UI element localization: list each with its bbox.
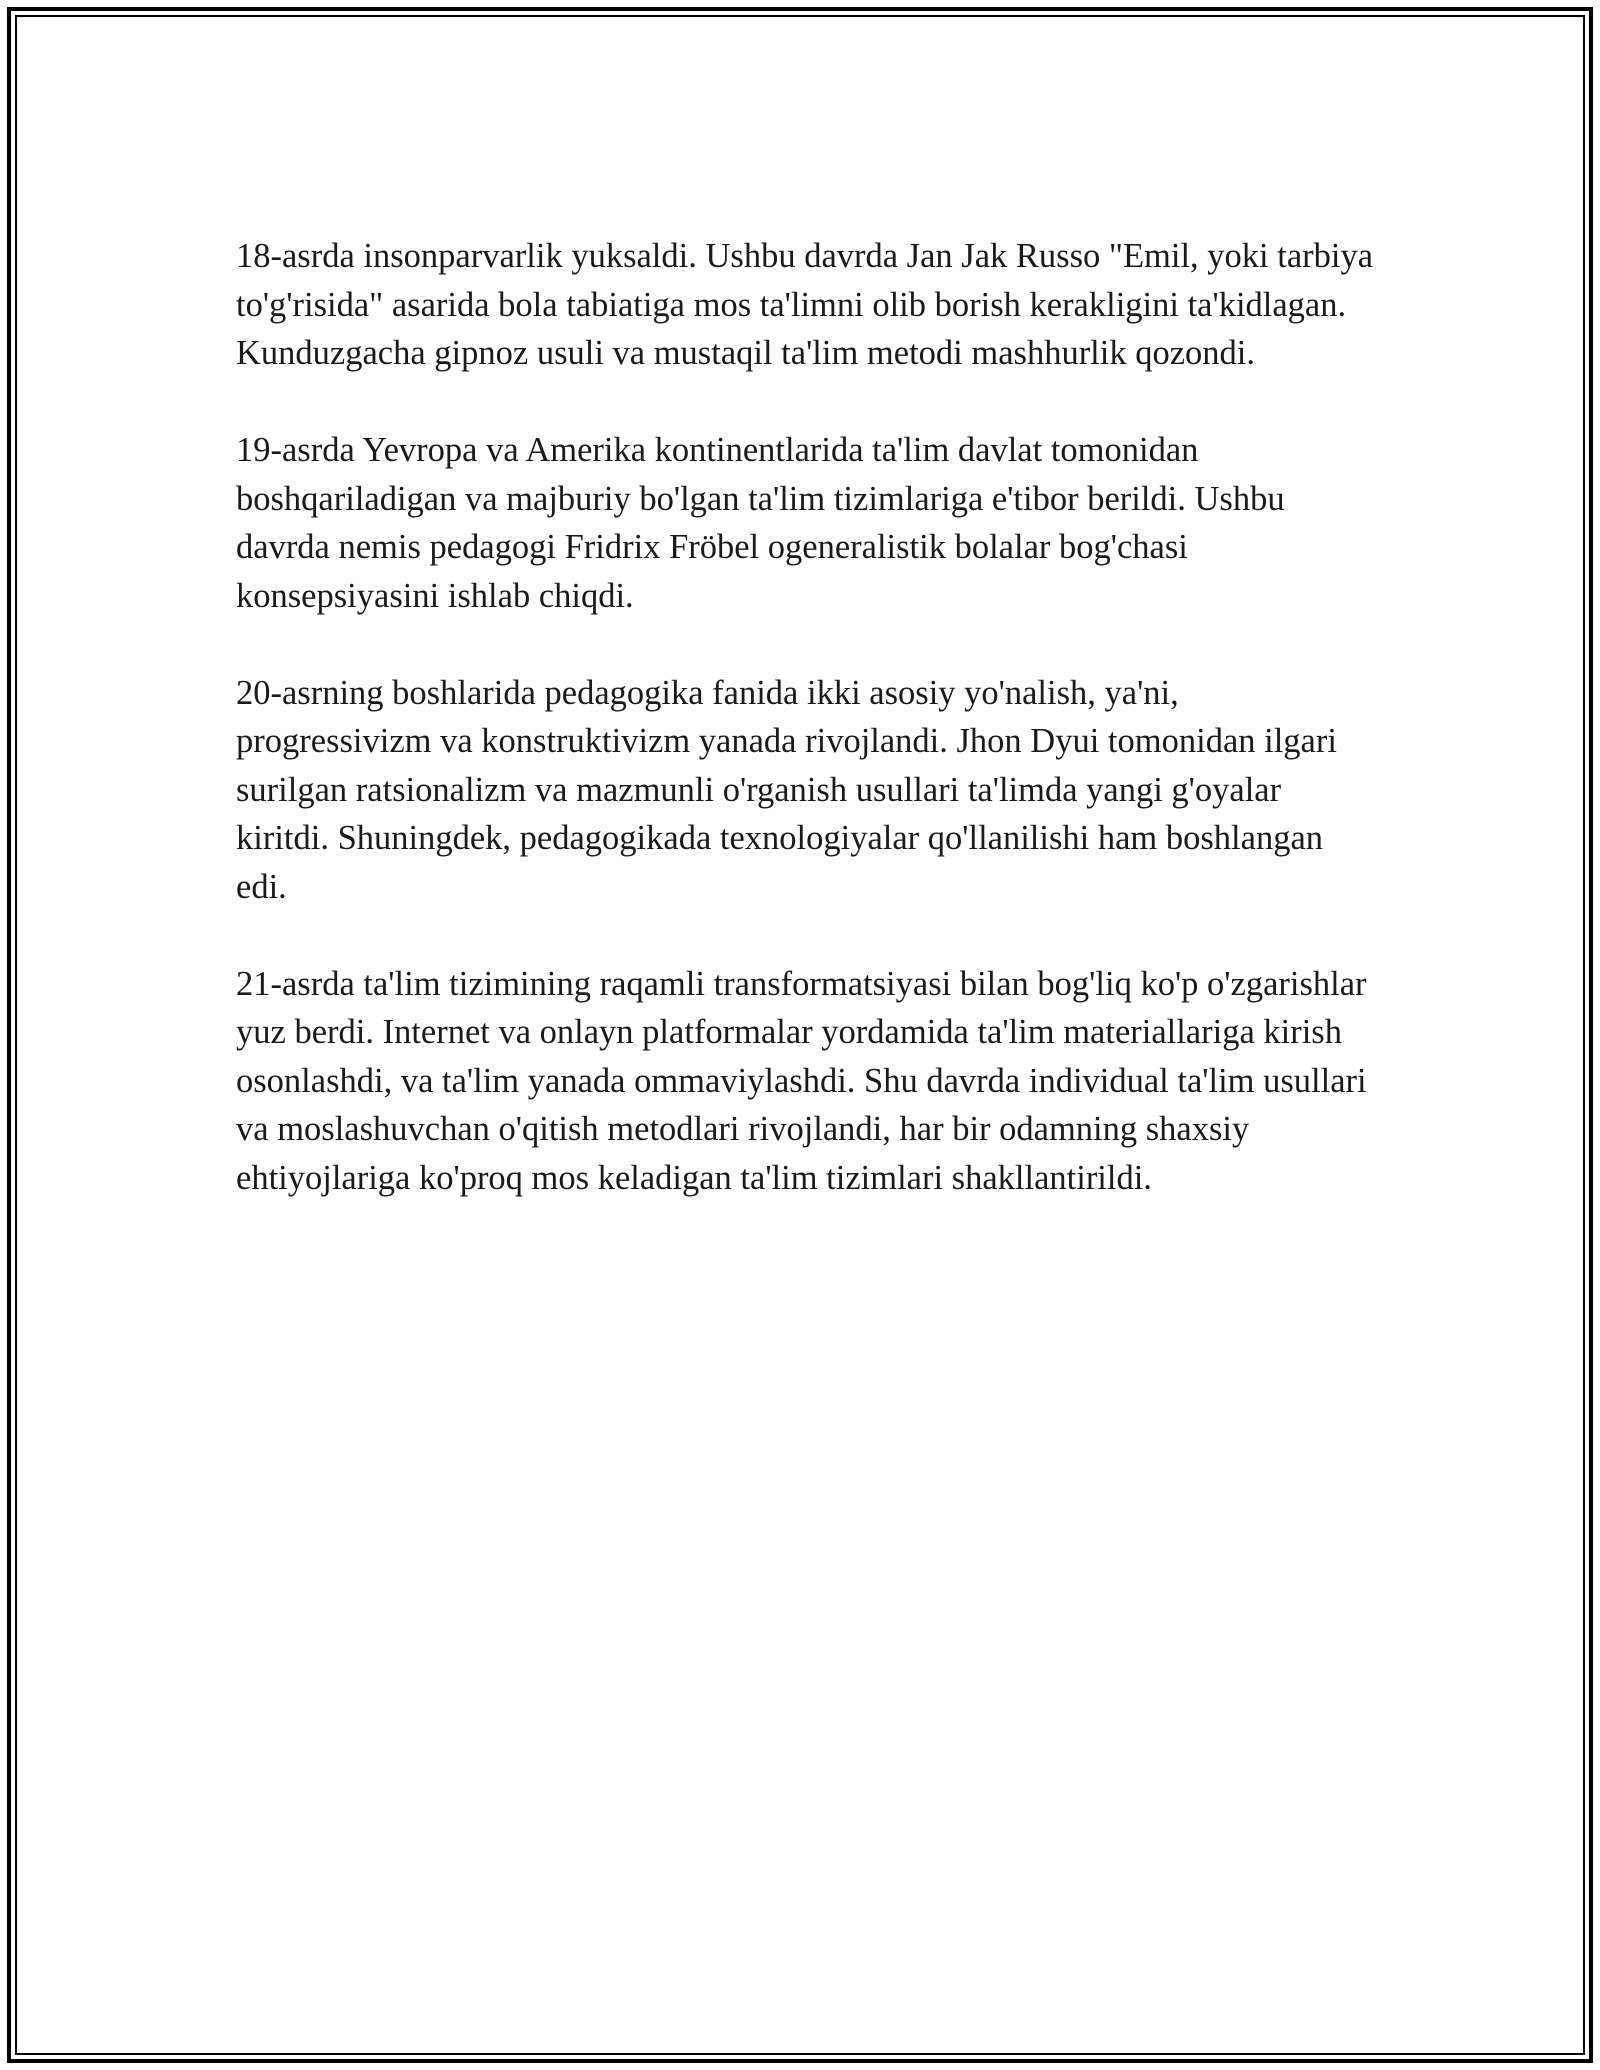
paragraph-21st-century: 21-asrda ta'lim tizimining raqamli transformatsiyasi bilan bog'liq ko'p o'zgarishlar yuz berdi. Internet va onlayn platformalar yordamida ta'lim materiallariga kirish osonlashdi, va ta'lim yanada ommaviylashdi. Shu davrda individual ta'lim usullari va moslashuvchan o'qitish metodlari rivojlandi, har bir odamning shaxsiy ehtiyojlariga ko'proq mos keladigan ta'lim tizimlari shakllantirildi. <box>236 964 1367 1197</box>
paragraph-18th-century: 18-asrda insonparvarlik yuksaldi. Ushbu davrda Jan Jak Russo "Emil, yoki tarbiya to'g'risida" asarida bola tabiatiga mos ta'limni olib borish kerakligini ta'kidlagan. Kunduzgacha gipnoz usuli va mustaqil ta'lim metodi mashhurlik qozondi. <box>236 237 1374 372</box>
paragraph-19th-century: 19-asrda Yevropa va Amerika kontinentlarida ta'lim davlat tomonidan boshqariladigan va majburiy bo'lgan ta'lim tizimlariga e'tibor berildi. Ushbu davrda nemis pedagogi Fridrix Fröbel ogeneralistik bolalar bog'chasi konsepsiyasini ishlab chiqdi. <box>236 431 1285 615</box>
document-body <box>236 232 1376 1251</box>
paragraph-20th-century: 20-asrning boshlarida pedagogika fanida ikki asosiy yo'nalish, ya'ni, progressivizm va konstruktivizm yanada rivojlandi. Jhon Dyui tomonidan ilgari surilgan ratsionalizm va mazmunli o'rganish usullari ta'limda yangi g'oyalar kiritdi. Shuningdek, pedagogikada texnologiyalar qo'llanilishi ham boshlangan edi. <box>236 673 1337 906</box>
